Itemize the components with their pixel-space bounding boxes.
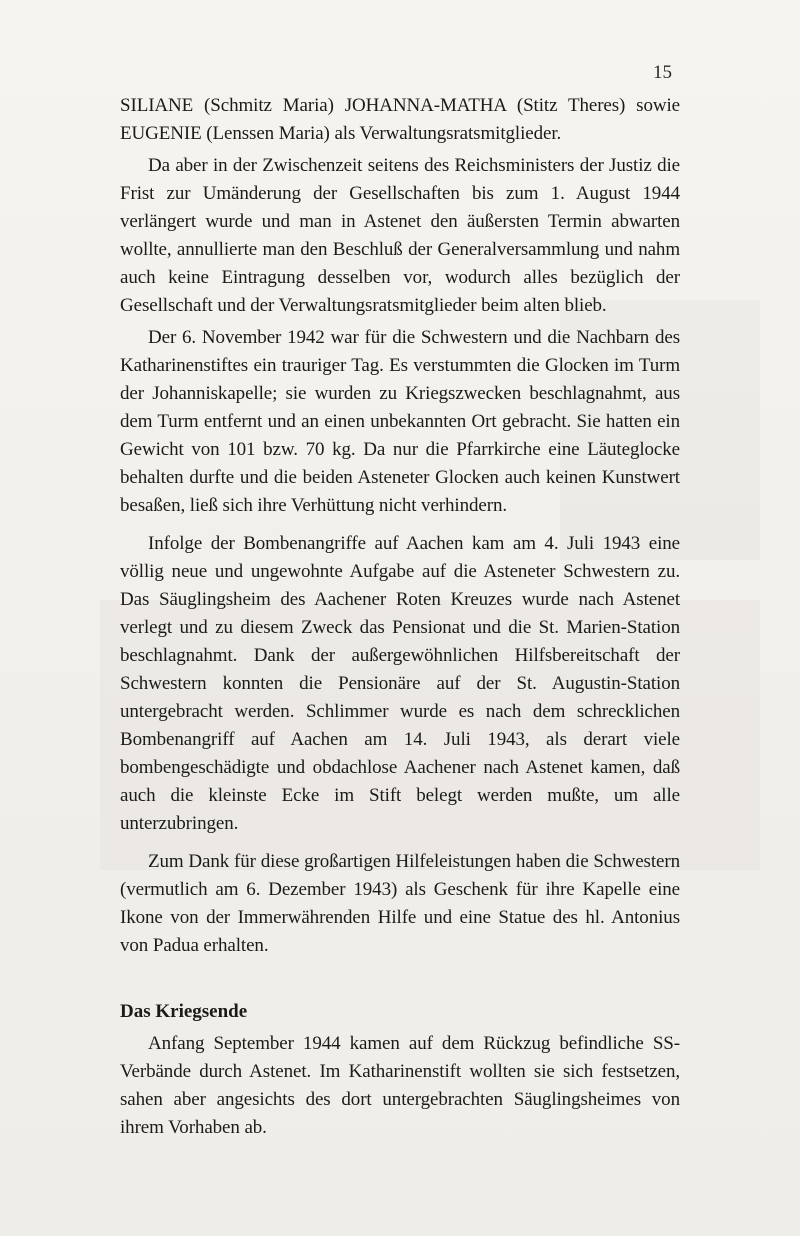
page-number: 15 bbox=[653, 62, 672, 83]
paragraph-bells-confiscated: Der 6. November 1942 war für die Schwestern und die Nachbarn des Katharinenstiftes ein trauriger Tag. Es verstummten die Glocken im Turm der Johanniskapelle; sie wurden zu Kriegszwecken beschlagnahmt, aus dem Turm entfernt und an einen unbekannten Ort gebracht. Sie hatten ein Gewicht von 101 bzw. 70 kg. Da nur die Pfarrkirche eine Läuteglocke behalten durfte und die beiden Asteneter Glocken auch keinen Kunstwert besaßen, ließ sich ihre Verhüttung nicht verhindern. bbox=[120, 327, 680, 516]
paragraph-war-end: Anfang September 1944 kamen auf dem Rückzug befindliche SS-Verbände durch Astenet. Im Katharinenstift wollten sie sich festsetzen, sahen aber angesichts des dort untergebrachten Säuglingsheimes von ihrem Vorhaben ab. bbox=[120, 1033, 680, 1138]
paragraph-icon-gift: Zum Dank für diese großartigen Hilfeleistungen haben die Schwestern (vermutlich am 6. Dezember 1943) als Geschenk für ihre Kapelle eine Ikone von der Immerwährenden Hilfe und eine Statue des hl. Antonius von Padua erhalten. bbox=[120, 851, 680, 956]
paragraph-deadline-extension: Da aber in der Zwischenzeit seitens des Reichsministers der Justiz die Frist zur Umänderung der Gesellschaften bis zum 1. August 1944 verlängert wurde und man in Astenet den äußersten Termin abwarten wollte, annullierte man den Beschluß der Generalversammlung und nahm auch keine Eintragung desselben vor, wodurch alles bezüglich der Gesellschaft und der Verwaltungsratsmitglieder beim alten blieb. bbox=[120, 155, 680, 316]
section-heading: Das Kriegsende bbox=[120, 1001, 248, 1022]
body-text bbox=[120, 92, 680, 1142]
paragraph-bombing-aachen: Infolge der Bombenangriffe auf Aachen kam am 4. Juli 1943 eine völlig neue und ungewohnte Aufgabe auf die Asteneter Schwestern zu. Das Säuglingsheim des Aachener Roten Kreuzes wurde nach Astenet verlegt und zu diesem Zweck das Pensionat und die St. Marien-Station beschlagnahmt. Dank der außergewöhnlichen Hilfsbereitschaft der Schwestern konnten die Pensionäre auf der St. Augustin-Station untergebracht werden. Schlimmer wurde es nach dem schrecklichen Bombenangriff auf Aachen am 14. Juli 1943, als derart viele bombengeschädigte und obdachlose Aachener nach Astenet kamen, daß auch die kleinste Ecke im Stift belegt werden mußte, um alle unterzubringen. bbox=[120, 533, 680, 834]
paragraph-continuation: SILIANE (Schmitz Maria) JOHANNA-MATHA (Stitz Theres) sowie EUGENIE (Lenssen Maria) als Verwaltungsratsmitglieder. bbox=[120, 95, 680, 144]
